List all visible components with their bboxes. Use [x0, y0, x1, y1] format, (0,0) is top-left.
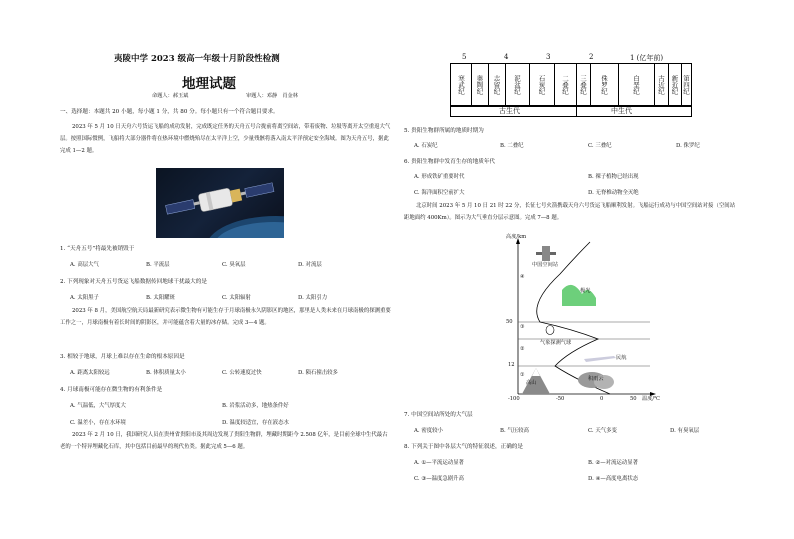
- question-2: 2. 下列现象对天舟五号货运飞船数据传回地球干扰最大的是: [60, 279, 207, 285]
- question-7: 7. 中国空间站所处的大气层: [404, 412, 473, 418]
- tick-4: 4: [504, 53, 509, 61]
- layer-3: ③: [520, 324, 525, 330]
- q5-option-b[interactable]: B. 二叠纪: [500, 143, 524, 149]
- period-cambrian: 寒武纪: [451, 64, 472, 106]
- period-silurian: 志留纪: [488, 64, 506, 106]
- y-tick-12: 12: [508, 362, 515, 368]
- q5-option-a[interactable]: A. 石炭纪: [414, 143, 438, 149]
- y-axis-label: 高度/km: [506, 234, 527, 240]
- x-tick-neg50: -50: [556, 396, 565, 402]
- spacecraft-image: [156, 168, 284, 238]
- period-devonian: 泥盆纪: [505, 64, 530, 106]
- tick-5: 5: [462, 53, 467, 61]
- x-axis-label: 温度/℃: [642, 396, 660, 402]
- x-tick-0: 0: [600, 396, 604, 402]
- question-4: 4. 月球南极可能存在微生物的有利条件是: [60, 387, 163, 393]
- label-mountain: 高山: [526, 380, 537, 386]
- tick-3: 3: [546, 53, 551, 61]
- period-cretaceous: 白垩纪: [618, 64, 655, 106]
- period-jurassic: 侏罗纪: [590, 64, 619, 106]
- y-tick-50: 50: [506, 319, 513, 325]
- q7-option-b[interactable]: B. 气压较高: [500, 428, 529, 434]
- q7-option-a[interactable]: A. 密度较小: [414, 428, 443, 434]
- label-station: 中国空间站: [532, 262, 558, 268]
- q1-option-c[interactable]: C. 臭氧层: [222, 262, 246, 268]
- q4-option-d[interactable]: D. 温度较适宜，存在液态水: [222, 420, 289, 426]
- q4-option-a[interactable]: A. 气温低，大气厚度大: [70, 403, 126, 409]
- era-paleozoic: 古生代: [499, 107, 520, 115]
- q6-option-c[interactable]: C. 海洋面积空前扩大: [414, 190, 465, 196]
- q5-option-d[interactable]: D. 侏罗纪: [676, 143, 700, 149]
- q8-option-a[interactable]: A. ①—平流运动显著: [414, 460, 464, 466]
- q3-option-d[interactable]: D. 陨石撞击较多: [298, 370, 338, 376]
- period-permian: 二叠纪: [554, 64, 577, 106]
- question-1: 1. “天舟五号”将最先被销毁于: [60, 246, 135, 252]
- tick-1: 1 (亿年前): [630, 54, 664, 62]
- question-5: 5. 贵阳生物群所属的地质时期为: [404, 128, 484, 134]
- question-3: 3. 相较于地球，月球上难以存在生命的根本原因是: [60, 354, 185, 360]
- q2-option-c[interactable]: C. 太阳辐射: [222, 295, 251, 301]
- q1-option-d[interactable]: D. 对流层: [298, 262, 322, 268]
- period-paleogene: 古近纪: [654, 64, 669, 106]
- section-intro: 一、选择题：本题共 20 小题，每小题 1 分，共 80 分。每小题只有一个符合题目要求。: [60, 109, 279, 115]
- left-column: [56, 0, 392, 539]
- right-column: [400, 0, 740, 539]
- atmosphere-diagram: [480, 234, 680, 404]
- passage-1: 2023 年 5 月 10 日天舟六号货运飞船的成功发射，完成既定任务的天舟五号合拢前将离空间站，带着废物、垃圾等离开太空重返大气层。按照国际惯例，飞船将大部分器件将在热环境中燃烧殆尽在太平洋上空，少量残骸将落入南太平洋预定安全海域。图为天舟五号，据此完成 1—2 题。: [60, 124, 391, 155]
- q6-option-b[interactable]: B. 裸子植物已经出现: [588, 174, 639, 180]
- layer-1: ①: [520, 372, 525, 378]
- question-8: 8. 下列关于图中各层大气的特征叙述，正确的是: [404, 444, 523, 450]
- q4-option-b[interactable]: B. 岩浆活动多，地热条件好: [222, 403, 289, 409]
- passage-2: 2023 年 8 月，美国航空航天局最新研究表示微生物有可能生存于月球南极永久阴影区的地区，那里是人类未来在月球南极的探测重要工作之一，月球南极有着长时间的阴影区，并可能蕴含着大量的冰存储。完成 3—4 题。: [60, 308, 391, 327]
- x-tick-neg100: -100: [508, 396, 520, 402]
- question-6: 6. 贵阳生物群中发育生存的地质年代: [404, 159, 496, 165]
- q2-option-a[interactable]: A. 太阳黑子: [70, 295, 99, 301]
- period-neogene: 新近纪: [668, 64, 682, 106]
- x-tick-50: 50: [630, 396, 637, 402]
- label-balloon: 气象探测气球: [540, 340, 572, 346]
- layer-2: ②: [520, 346, 525, 352]
- school-title: 夷陵中学 2023 级高一年级十月阶段性检测: [114, 54, 280, 64]
- period-ordovician: 奥陶纪: [471, 64, 489, 106]
- period-carboniferous: 石炭纪: [529, 64, 555, 106]
- q2-option-d[interactable]: D. 太阳引力: [298, 295, 328, 301]
- q6-option-d[interactable]: D. 无脊椎动物全灭绝: [588, 190, 639, 196]
- q3-option-c[interactable]: C. 公转速度过快: [222, 370, 262, 376]
- period-triassic: 三叠纪: [576, 64, 591, 106]
- q2-option-b[interactable]: B. 太阳耀斑: [146, 295, 175, 301]
- layer-4: ④: [520, 274, 525, 280]
- q8-option-d[interactable]: D. ④—高度电离状态: [588, 476, 639, 482]
- tick-2: 2: [589, 53, 594, 61]
- era-row: [450, 105, 692, 117]
- q3-option-b[interactable]: B. 体积质量太小: [146, 370, 186, 376]
- geologic-time-table: [450, 63, 692, 107]
- period-quaternary: 第四纪: [682, 75, 690, 95]
- q8-option-b[interactable]: B. ②—对流运动显著: [588, 460, 638, 466]
- label-plane: 民航: [616, 355, 627, 361]
- era-mesozoic: 中生代: [611, 107, 632, 115]
- q6-option-a[interactable]: A. 形成铁矿重要时代: [414, 174, 465, 180]
- passage-4: 北京时间 2023 年 5 月 10 日 21 时 22 分，长征七号火箭携载天舟六号货运飞船顺利发射。飞船运行成功与中国空间站对接（空间站距地面约 400Km）。图示为大气垂直分层示意图。完成 7—8 题。: [404, 203, 736, 222]
- q1-option-b[interactable]: B. 平流层: [146, 262, 170, 268]
- reviewer-line: 审题人：邓静 肖金林: [246, 93, 298, 99]
- q5-option-c[interactable]: C. 三叠纪: [588, 143, 612, 149]
- q4-option-c[interactable]: C. 温差小，存在水环境: [70, 420, 126, 426]
- label-cloud: 积雨云: [588, 376, 604, 382]
- author-line: 命题人：郝玉斌: [152, 93, 189, 99]
- q7-option-d[interactable]: D. 有臭氧层: [670, 428, 700, 434]
- label-aurora: 极光: [580, 288, 591, 294]
- subject-title: 地理试题: [182, 76, 236, 92]
- q7-option-c[interactable]: C. 天气多变: [588, 428, 617, 434]
- q3-option-a[interactable]: A. 距离太阳较远: [70, 370, 110, 376]
- q1-option-a[interactable]: A. 高层大气: [70, 262, 99, 268]
- q8-option-c[interactable]: C. ③—温度急剧升高: [414, 476, 464, 482]
- passage-3: 2023 年 2 月 10 日，我国研究人员在贵州省贵阳市及其周边发现了贵阳生物群，埋藏时期距今 2.508 亿年，是目前全球中生代最古老的一个特异埋藏化石库，其中包括目前最早的现代鱼类。据此完成 5—6 题。: [60, 432, 388, 451]
